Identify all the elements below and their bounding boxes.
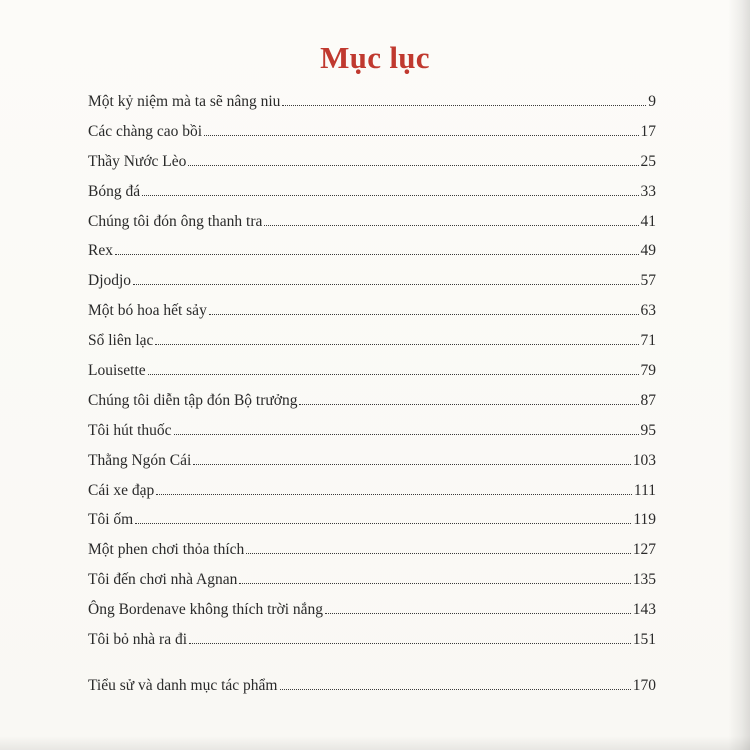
toc-entry-page: 111 <box>633 481 656 499</box>
toc-leader-dots <box>193 464 630 465</box>
toc-leader-dots <box>115 254 639 255</box>
toc-entry <box>88 538 656 568</box>
toc-entry-page: 87 <box>640 391 656 409</box>
toc-entry-title: Ông Bordenave không thích trời nắng <box>88 601 324 619</box>
toc-entry-title: Chúng tôi đón ông thanh tra <box>88 212 263 230</box>
toc-entry-page: 135 <box>632 571 656 589</box>
toc-entry-page: 17 <box>640 122 656 140</box>
toc-entry-page: 79 <box>640 362 656 380</box>
toc-leader-dots <box>264 225 638 226</box>
toc-leader-dots <box>135 523 631 524</box>
table-of-contents <box>88 90 656 658</box>
toc-entry-title: Thầy Nước Lèo <box>88 152 187 170</box>
toc-entry-page: 9 <box>648 93 656 110</box>
appendix-entry-container <box>88 674 656 704</box>
toc-entry <box>88 508 656 538</box>
toc-entry-title: Louisette <box>88 362 146 380</box>
toc-entry-page: 41 <box>640 212 656 230</box>
toc-entry <box>88 90 656 120</box>
toc-entry <box>88 628 656 658</box>
toc-entry-title: Sổ liên lạc <box>88 332 154 350</box>
toc-entry-title: Tôi ốm <box>88 511 134 529</box>
page-bottom-shadow <box>0 736 750 750</box>
toc-entry-title: Một phen chơi thỏa thích <box>88 541 245 559</box>
toc-entry <box>88 120 656 150</box>
toc-leader-dots <box>239 583 630 584</box>
toc-entry-title: Thằng Ngón Cái <box>88 451 192 469</box>
toc-entry-page: 33 <box>640 182 656 200</box>
toc-entry-page: 25 <box>640 152 656 170</box>
toc-entry-page: 170 <box>632 677 656 694</box>
toc-entry-title: Tiểu sử và danh mục tác phẩm <box>88 677 278 694</box>
toc-leader-dots <box>155 344 638 345</box>
toc-entry-title: Chúng tôi diễn tập đón Bộ trưởng <box>88 391 298 409</box>
toc-leader-dots <box>280 689 631 690</box>
page-binding-shadow <box>728 0 750 750</box>
toc-entry-page: 119 <box>633 511 656 529</box>
toc-entry-title: Rex <box>88 242 113 260</box>
toc-entry-title: Tôi hút thuốc <box>88 421 172 439</box>
toc-leader-dots <box>282 105 646 106</box>
toc-entry <box>88 180 656 210</box>
toc-leader-dots <box>148 374 639 375</box>
toc-entry-page: 57 <box>640 272 656 290</box>
toc-entry <box>88 150 656 180</box>
toc-entry <box>88 329 656 359</box>
toc-entry-page: 127 <box>632 541 656 559</box>
toc-entry-page: 103 <box>632 451 656 469</box>
toc-entry <box>88 419 656 449</box>
toc-entry <box>88 359 656 389</box>
toc-leader-dots <box>299 404 638 405</box>
toc-leader-dots <box>156 494 632 495</box>
toc-entry-page: 63 <box>640 302 656 320</box>
toc-entry <box>88 479 656 509</box>
toc-entry-page: 95 <box>640 421 656 439</box>
toc-entry <box>88 239 656 269</box>
toc-leader-dots <box>133 284 638 285</box>
toc-leader-dots <box>189 643 631 644</box>
toc-leader-dots <box>246 553 630 554</box>
toc-entry <box>88 389 656 419</box>
toc-entry-title: Tôi bỏ nhà ra đi <box>88 631 188 649</box>
toc-leader-dots <box>174 434 639 435</box>
toc-entry <box>88 449 656 479</box>
toc-leader-dots <box>209 314 639 315</box>
toc-leader-dots <box>325 613 631 614</box>
page-title: Mục lục <box>320 40 430 75</box>
toc-entry <box>88 269 656 299</box>
toc-entry-page: 143 <box>632 601 656 619</box>
toc-entry-title: Cái xe đạp <box>88 481 155 499</box>
toc-entry-title: Djodjo <box>88 272 132 290</box>
toc-entry-page: 71 <box>640 332 656 350</box>
toc-entry <box>88 299 656 329</box>
toc-leader-dots <box>204 135 638 136</box>
toc-entry-appendix <box>88 674 656 704</box>
toc-entry-title: Các chàng cao bồi <box>88 122 203 140</box>
toc-entry-title: Một bó hoa hết sảy <box>88 302 207 320</box>
toc-entry <box>88 598 656 628</box>
toc-entry-page: 151 <box>632 631 656 649</box>
toc-entry-title: Tôi đến chơi nhà Agnan <box>88 571 238 589</box>
toc-entry-page: 49 <box>640 242 656 260</box>
toc-entry-title: Một kỷ niệm mà ta sẽ nâng niu <box>88 93 281 110</box>
toc-entry <box>88 568 656 598</box>
toc-entry-title: Bóng đá <box>88 182 141 200</box>
toc-leader-dots <box>142 195 638 196</box>
toc-entry <box>88 210 656 240</box>
toc-leader-dots <box>188 165 638 166</box>
